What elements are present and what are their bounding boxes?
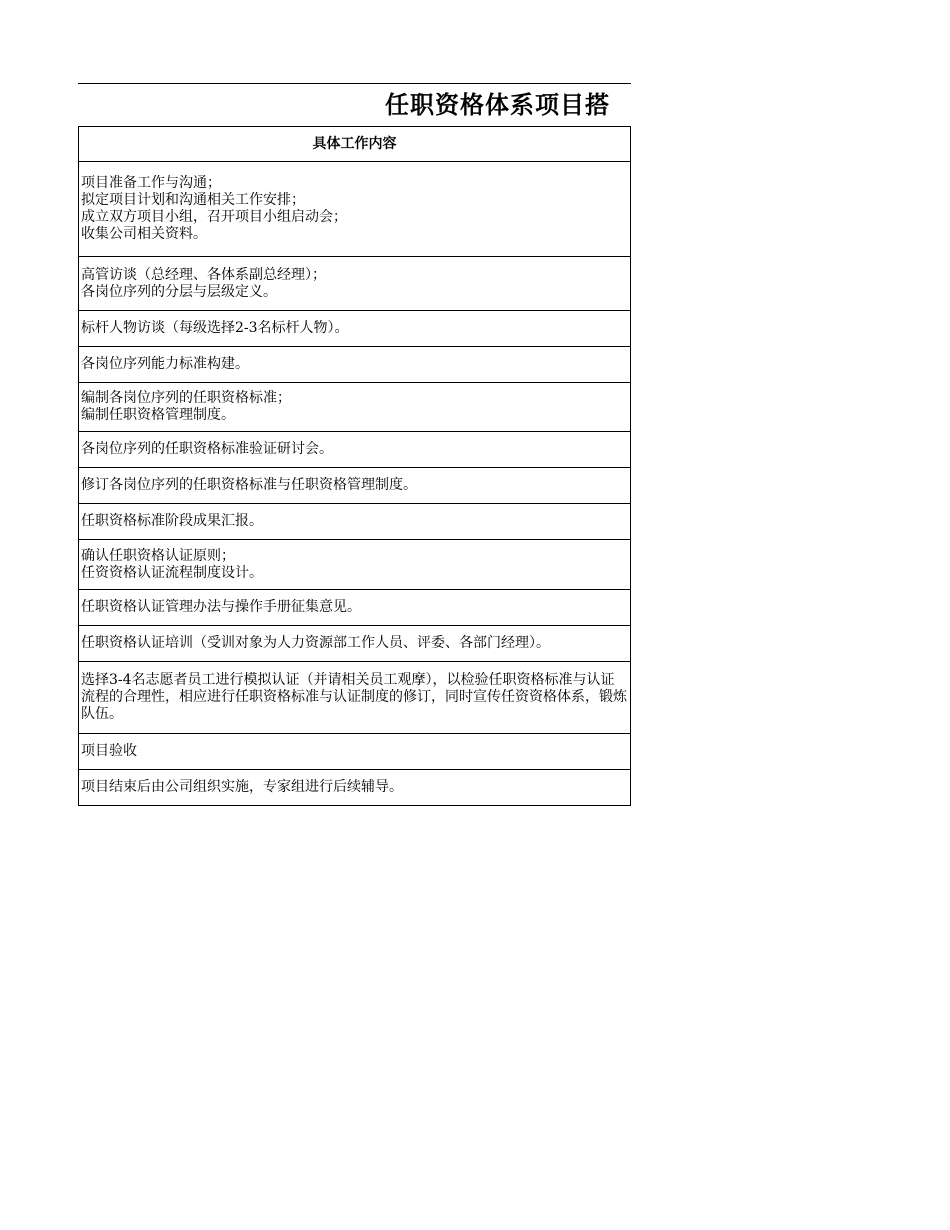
table-row [79,734,631,770]
table-header-row [79,127,631,162]
table-cell[interactable]: 各岗位序列能力标准构建。 [79,347,631,383]
table-cell[interactable]: 项目验收 [79,734,631,770]
table-row [79,468,631,504]
table-row [79,432,631,468]
table-cell[interactable]: 任职资格标准阶段成果汇报。 [79,504,631,540]
table-row [79,162,631,257]
table-row [79,626,631,662]
page-title: 任职资格体系项目搭 [385,90,610,119]
table-cell[interactable]: 项目结束后由公司组织实施，专家组进行后续辅导。 [79,770,631,806]
table-cell[interactable]: 选择3-4名志愿者员工进行模拟认证（并请相关员工观摩），以检验任职资格标准与认证流程的合理性，相应进行任职资格标准与认证制度的修订，同时宣传任资资格体系，锻炼队伍。 [79,662,631,734]
table-cell[interactable]: 修订各岗位序列的任职资格标准与任职资格管理制度。 [79,468,631,504]
table-row [79,383,631,432]
table-row [79,590,631,626]
table-cell[interactable]: 编制各岗位序列的任职资格标准； 编制任职资格管理制度。 [79,383,631,432]
table-row [79,770,631,806]
column-header-work-content: 具体工作内容 [79,127,631,162]
table-cell[interactable]: 任职资格认证管理办法与操作手册征集意见。 [79,590,631,626]
table-cell[interactable]: 各岗位序列的任职资格标准验证研讨会。 [79,432,631,468]
table-cell[interactable]: 确认任职资格认证原则； 任资资格认证流程制度设计。 [79,540,631,590]
table-row [79,540,631,590]
table-row [79,504,631,540]
work-content-table [78,126,631,806]
table-row [79,662,631,734]
table-cell[interactable]: 项目准备工作与沟通； 拟定项目计划和沟通相关工作安排； 成立双方项目小组，召开项目小组启动会； 收集公司相关资料。 [79,162,631,257]
table-row [79,311,631,347]
title-cell [78,84,631,126]
table-cell[interactable]: 任职资格认证培训（受训对象为人力资源部工作人员、评委、各部门经理）。 [79,626,631,662]
table-cell[interactable]: 标杆人物访谈（每级选择2-3名标杆人物）。 [79,311,631,347]
table-row [79,347,631,383]
table-row [79,257,631,311]
table-cell[interactable]: 高管访谈（总经理、各体系副总经理）； 各岗位序列的分层与层级定义。 [79,257,631,311]
